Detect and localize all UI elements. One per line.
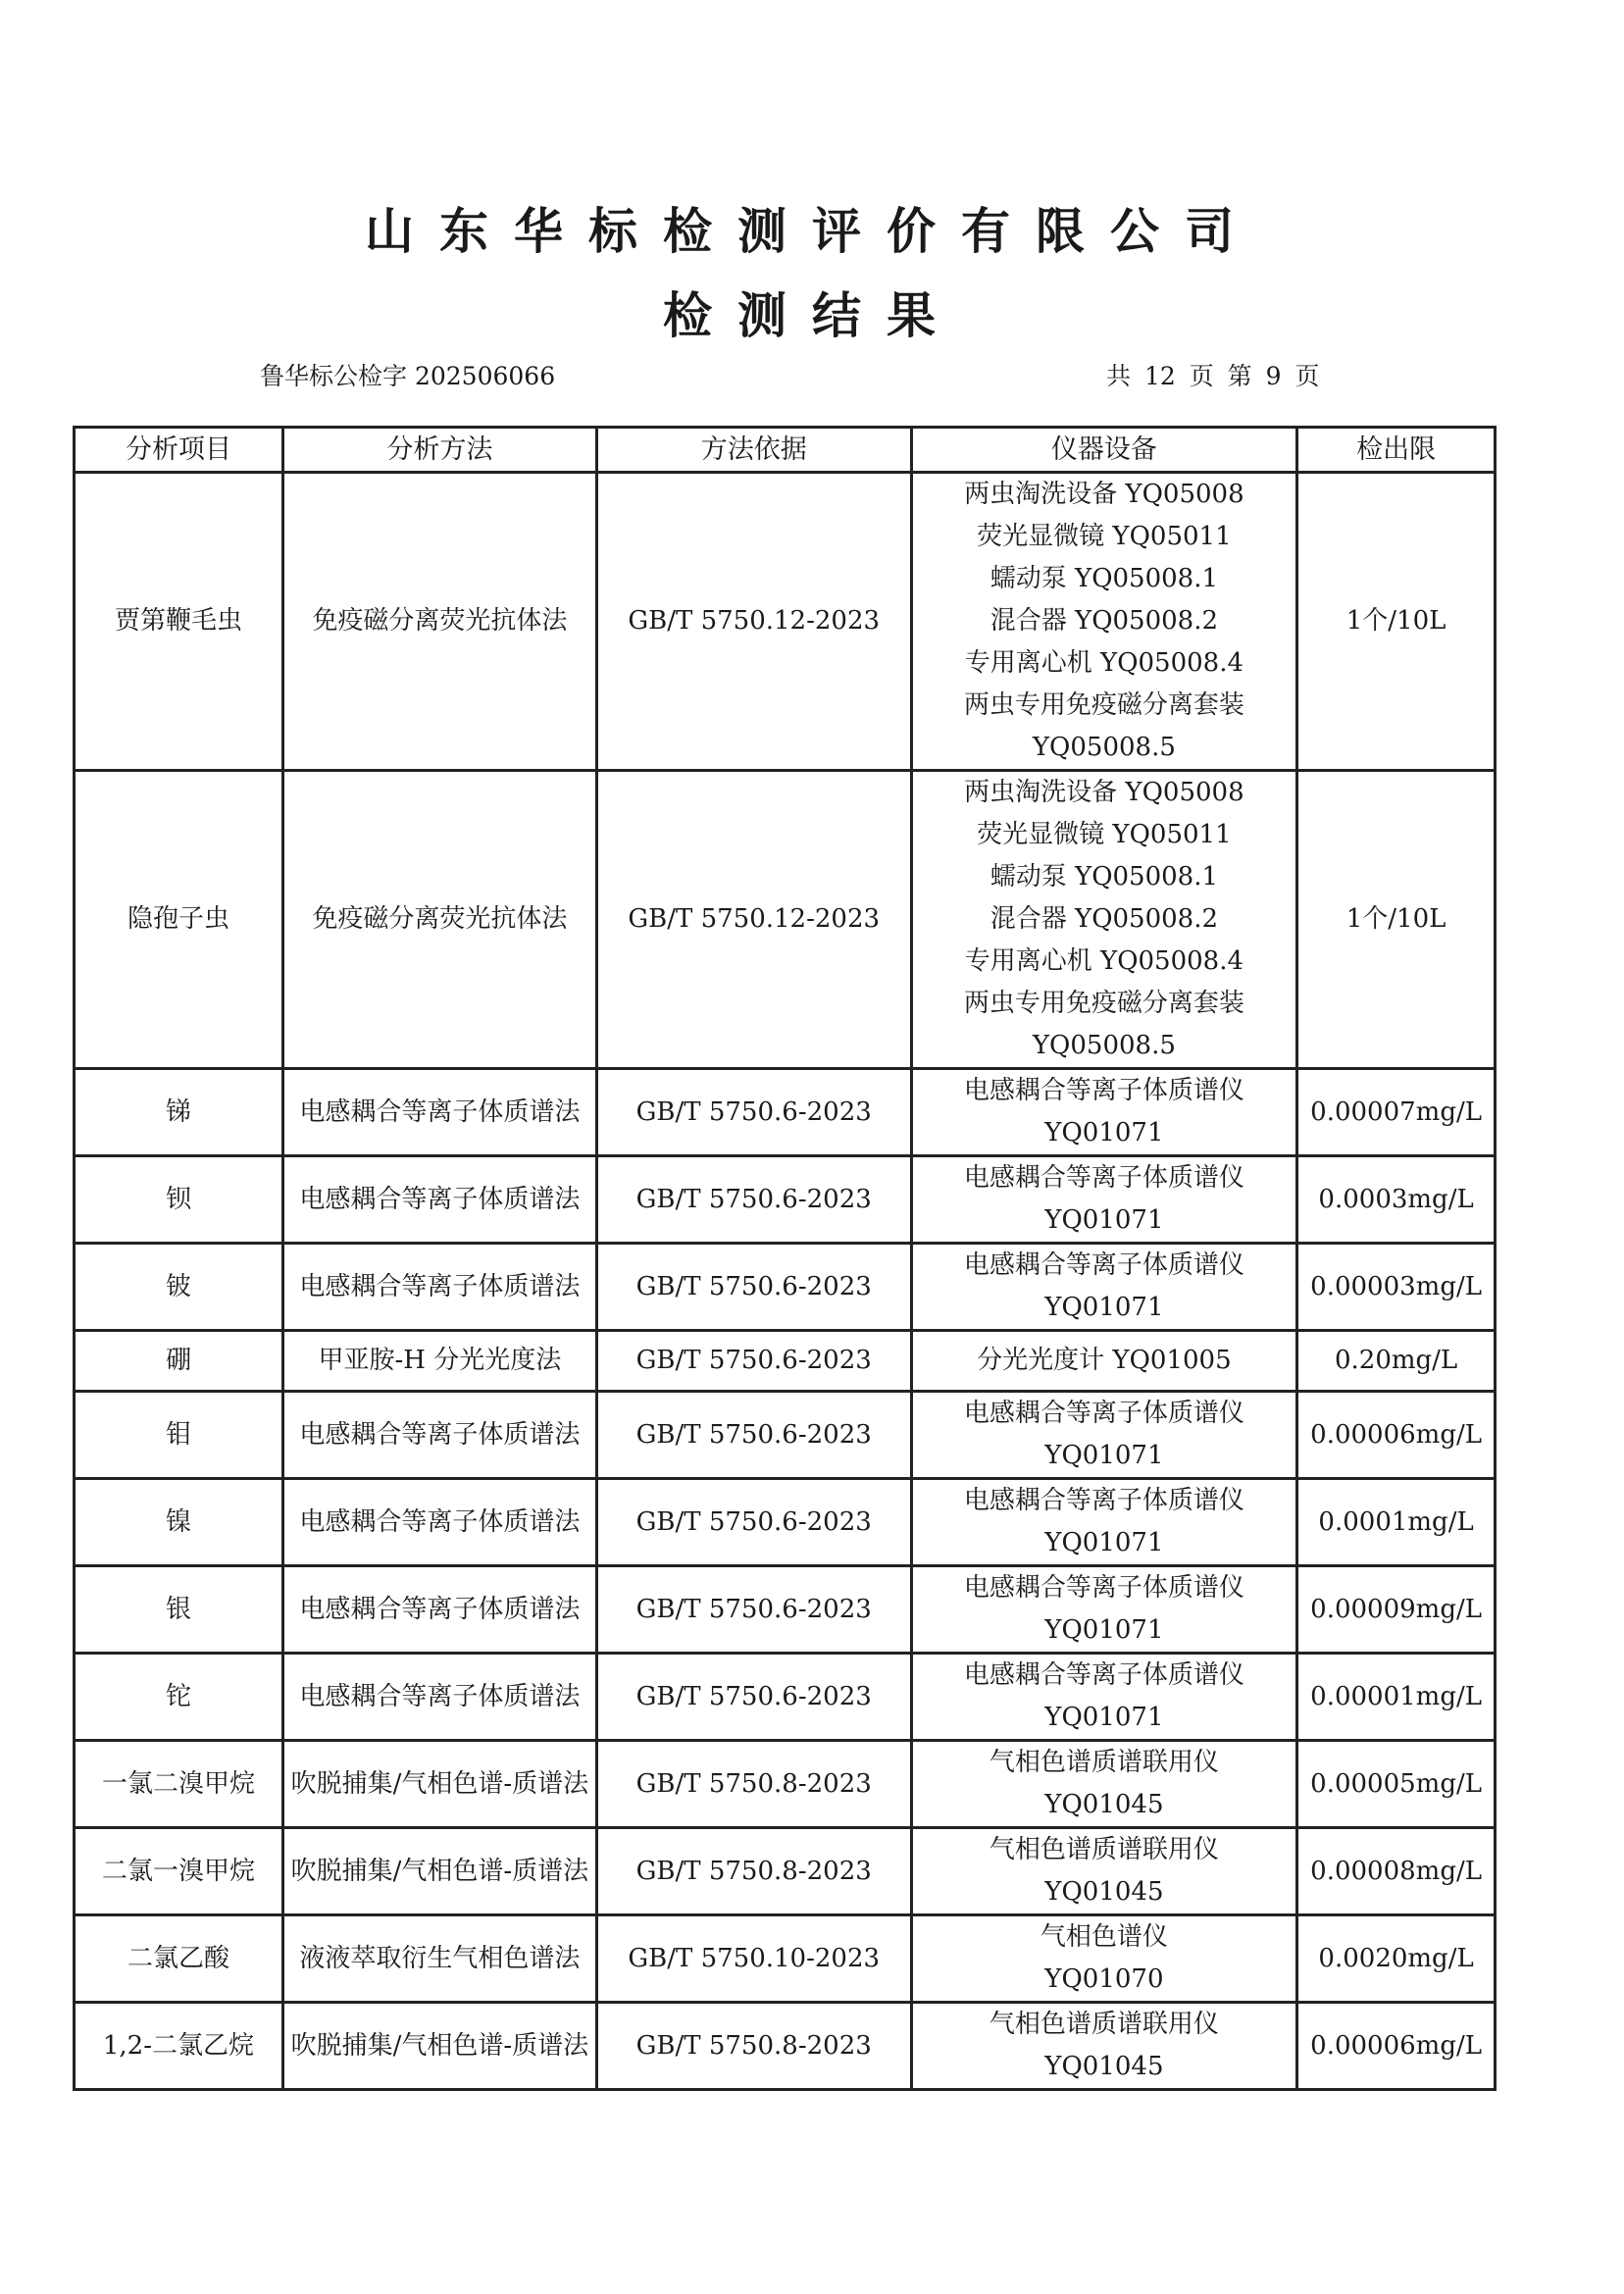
cell-method: 电感耦合等离子体质谱法 <box>282 1244 596 1331</box>
cell-method: 电感耦合等离子体质谱法 <box>282 1654 596 1741</box>
cell-method: 免疫磁分离荧光抗体法 <box>282 473 596 771</box>
cell-item: 银 <box>75 1566 283 1654</box>
table-row <box>75 1828 1496 1915</box>
table-row <box>75 1244 1496 1331</box>
equipment-line: 电感耦合等离子体质谱仪 <box>963 1076 1244 1105</box>
equipment-line: YQ01071 <box>1044 1615 1164 1645</box>
table-row <box>75 1331 1496 1392</box>
cell-equipment <box>911 1566 1297 1654</box>
table-row <box>75 473 1496 771</box>
cell-method: 电感耦合等离子体质谱法 <box>282 1069 596 1156</box>
table-row <box>75 1915 1496 2003</box>
table-header-row <box>75 428 1496 473</box>
cell-limit: 0.0020mg/L <box>1297 1915 1496 2003</box>
equipment-line: YQ01071 <box>1044 1528 1164 1557</box>
company-name: 山东华标检测评价有限公司 <box>365 203 1259 260</box>
cell-limit: 0.00006mg/L <box>1297 1392 1496 1479</box>
cell-equipment <box>911 1392 1297 1479</box>
equipment-line: 蠕动泵 YQ05008.1 <box>990 564 1219 593</box>
column-header-method: 分析方法 <box>282 428 596 473</box>
equipment-line: 电感耦合等离子体质谱仪 <box>963 1486 1244 1515</box>
equipment-line: YQ01071 <box>1044 1703 1164 1732</box>
cell-basis: GB/T 5750.8-2023 <box>596 1741 911 1828</box>
cell-item: 铊 <box>75 1654 283 1741</box>
column-header-basis: 方法依据 <box>596 428 911 473</box>
equipment-line: YQ01071 <box>1044 1293 1164 1322</box>
cell-equipment <box>911 2003 1297 2090</box>
cell-limit: 1个/10L <box>1297 473 1496 771</box>
cell-method: 电感耦合等离子体质谱法 <box>282 1392 596 1479</box>
equipment-line: 荧光显微镜 YQ05011 <box>977 820 1232 849</box>
cell-basis: GB/T 5750.6-2023 <box>596 1069 911 1156</box>
cell-limit: 0.20mg/L <box>1297 1331 1496 1392</box>
cell-method: 电感耦合等离子体质谱法 <box>282 1566 596 1654</box>
equipment-line: YQ01071 <box>1044 1118 1164 1147</box>
cell-limit: 0.0003mg/L <box>1297 1156 1496 1244</box>
cell-method: 免疫磁分离荧光抗体法 <box>282 771 596 1069</box>
equipment-line: YQ05008.5 <box>1032 733 1176 762</box>
page-info: 共 12 页 第 9 页 <box>1106 362 1320 390</box>
cell-basis: GB/T 5750.6-2023 <box>596 1244 911 1331</box>
column-header-item: 分析项目 <box>75 428 283 473</box>
table-row <box>75 1566 1496 1654</box>
cell-method: 甲亚胺-H 分光光度法 <box>282 1331 596 1392</box>
cell-limit: 0.00005mg/L <box>1297 1741 1496 1828</box>
cell-item: 锑 <box>75 1069 283 1156</box>
equipment-line: 气相色谱质谱联用仪 <box>989 2010 1219 2039</box>
table-row <box>75 1654 1496 1741</box>
results-table <box>73 426 1497 2091</box>
table-body <box>75 473 1496 2090</box>
equipment-line: YQ01071 <box>1044 1441 1164 1470</box>
cell-equipment <box>911 1915 1297 2003</box>
table-row <box>75 771 1496 1069</box>
cell-limit: 0.00007mg/L <box>1297 1069 1496 1156</box>
equipment-line: 专用离心机 YQ05008.4 <box>964 648 1244 678</box>
cell-item: 二氯一溴甲烷 <box>75 1828 283 1915</box>
equipment-line: 蠕动泵 YQ05008.1 <box>990 862 1219 892</box>
equipment-line: YQ01070 <box>1044 1964 1164 1994</box>
cell-equipment <box>911 473 1297 771</box>
equipment-line: YQ01045 <box>1044 2052 1164 2081</box>
cell-limit: 0.00008mg/L <box>1297 1828 1496 1915</box>
equipment-line: 电感耦合等离子体质谱仪 <box>963 1250 1244 1280</box>
cell-item: 二氯乙酸 <box>75 1915 283 2003</box>
table-row <box>75 1069 1496 1156</box>
cell-limit: 1个/10L <box>1297 771 1496 1069</box>
cell-equipment <box>911 1331 1297 1392</box>
cell-equipment <box>911 1069 1297 1156</box>
cell-item: 钼 <box>75 1392 283 1479</box>
table-row <box>75 1479 1496 1566</box>
cell-limit: 0.00001mg/L <box>1297 1654 1496 1741</box>
equipment-line: 专用离心机 YQ05008.4 <box>964 946 1244 976</box>
cell-method: 电感耦合等离子体质谱法 <box>282 1156 596 1244</box>
equipment-line: 混合器 YQ05008.2 <box>990 606 1219 636</box>
cell-method: 吹脱捕集/气相色谱-质谱法 <box>282 2003 596 2090</box>
cell-item: 硼 <box>75 1331 283 1392</box>
equipment-line: 两虫淘洗设备 YQ05008 <box>964 778 1244 807</box>
cell-basis: GB/T 5750.6-2023 <box>596 1331 911 1392</box>
equipment-line: 荧光显微镜 YQ05011 <box>977 522 1232 551</box>
equipment-line: 电感耦合等离子体质谱仪 <box>963 1573 1244 1603</box>
cell-method: 吹脱捕集/气相色谱-质谱法 <box>282 1741 596 1828</box>
equipment-line: 两虫专用免疫磁分离套装 <box>963 690 1244 720</box>
cell-method: 吹脱捕集/气相色谱-质谱法 <box>282 1828 596 1915</box>
equipment-line: 电感耦合等离子体质谱仪 <box>963 1163 1244 1193</box>
equipment-line: 气相色谱质谱联用仪 <box>989 1835 1219 1864</box>
equipment-line: YQ01071 <box>1044 1205 1164 1235</box>
cell-item: 贾第鞭毛虫 <box>75 473 283 771</box>
equipment-line: 电感耦合等离子体质谱仪 <box>963 1660 1244 1690</box>
equipment-line: YQ01045 <box>1044 1877 1164 1907</box>
column-header-equipment: 仪器设备 <box>911 428 1297 473</box>
cell-limit: 0.00009mg/L <box>1297 1566 1496 1654</box>
table-row <box>75 2003 1496 2090</box>
document-number: 鲁华标公检字 202506066 <box>260 362 556 390</box>
equipment-line: YQ05008.5 <box>1032 1031 1176 1060</box>
cell-item: 镍 <box>75 1479 283 1566</box>
cell-item: 铍 <box>75 1244 283 1331</box>
cell-equipment <box>911 771 1297 1069</box>
equipment-line: 气相色谱质谱联用仪 <box>989 1748 1219 1777</box>
cell-equipment <box>911 1654 1297 1741</box>
cell-basis: GB/T 5750.6-2023 <box>596 1479 911 1566</box>
equipment-line: 电感耦合等离子体质谱仪 <box>963 1399 1244 1428</box>
cell-basis: GB/T 5750.12-2023 <box>596 771 911 1069</box>
equipment-line: 分光光度计 YQ01005 <box>977 1346 1232 1375</box>
cell-method: 液液萃取衍生气相色谱法 <box>282 1915 596 2003</box>
table-row <box>75 1392 1496 1479</box>
cell-basis: GB/T 5750.8-2023 <box>596 2003 911 2090</box>
cell-basis: GB/T 5750.6-2023 <box>596 1654 911 1741</box>
cell-basis: GB/T 5750.6-2023 <box>596 1392 911 1479</box>
document-title: 检测结果 <box>663 287 961 344</box>
cell-equipment <box>911 1741 1297 1828</box>
cell-basis: GB/T 5750.6-2023 <box>596 1156 911 1244</box>
equipment-line: 气相色谱仪 <box>1040 1922 1168 1952</box>
cell-equipment <box>911 1156 1297 1244</box>
cell-equipment <box>911 1479 1297 1566</box>
table-row <box>75 1741 1496 1828</box>
column-header-limit: 检出限 <box>1297 428 1496 473</box>
cell-item: 一氯二溴甲烷 <box>75 1741 283 1828</box>
equipment-line: 两虫淘洗设备 YQ05008 <box>964 480 1244 509</box>
cell-basis: GB/T 5750.8-2023 <box>596 1828 911 1915</box>
cell-method: 电感耦合等离子体质谱法 <box>282 1479 596 1566</box>
equipment-line: 混合器 YQ05008.2 <box>990 904 1219 934</box>
cell-equipment <box>911 1828 1297 1915</box>
cell-limit: 0.00003mg/L <box>1297 1244 1496 1331</box>
cell-limit: 0.0001mg/L <box>1297 1479 1496 1566</box>
table-row <box>75 1156 1496 1244</box>
cell-item: 钡 <box>75 1156 283 1244</box>
cell-basis: GB/T 5750.10-2023 <box>596 1915 911 2003</box>
equipment-line: 两虫专用免疫磁分离套装 <box>963 989 1244 1018</box>
cell-basis: GB/T 5750.12-2023 <box>596 473 911 771</box>
equipment-line: YQ01045 <box>1044 1790 1164 1819</box>
cell-item: 1,2-二氯乙烷 <box>75 2003 283 2090</box>
cell-equipment <box>911 1244 1297 1331</box>
cell-limit: 0.00006mg/L <box>1297 2003 1496 2090</box>
cell-basis: GB/T 5750.6-2023 <box>596 1566 911 1654</box>
cell-item: 隐孢子虫 <box>75 771 283 1069</box>
